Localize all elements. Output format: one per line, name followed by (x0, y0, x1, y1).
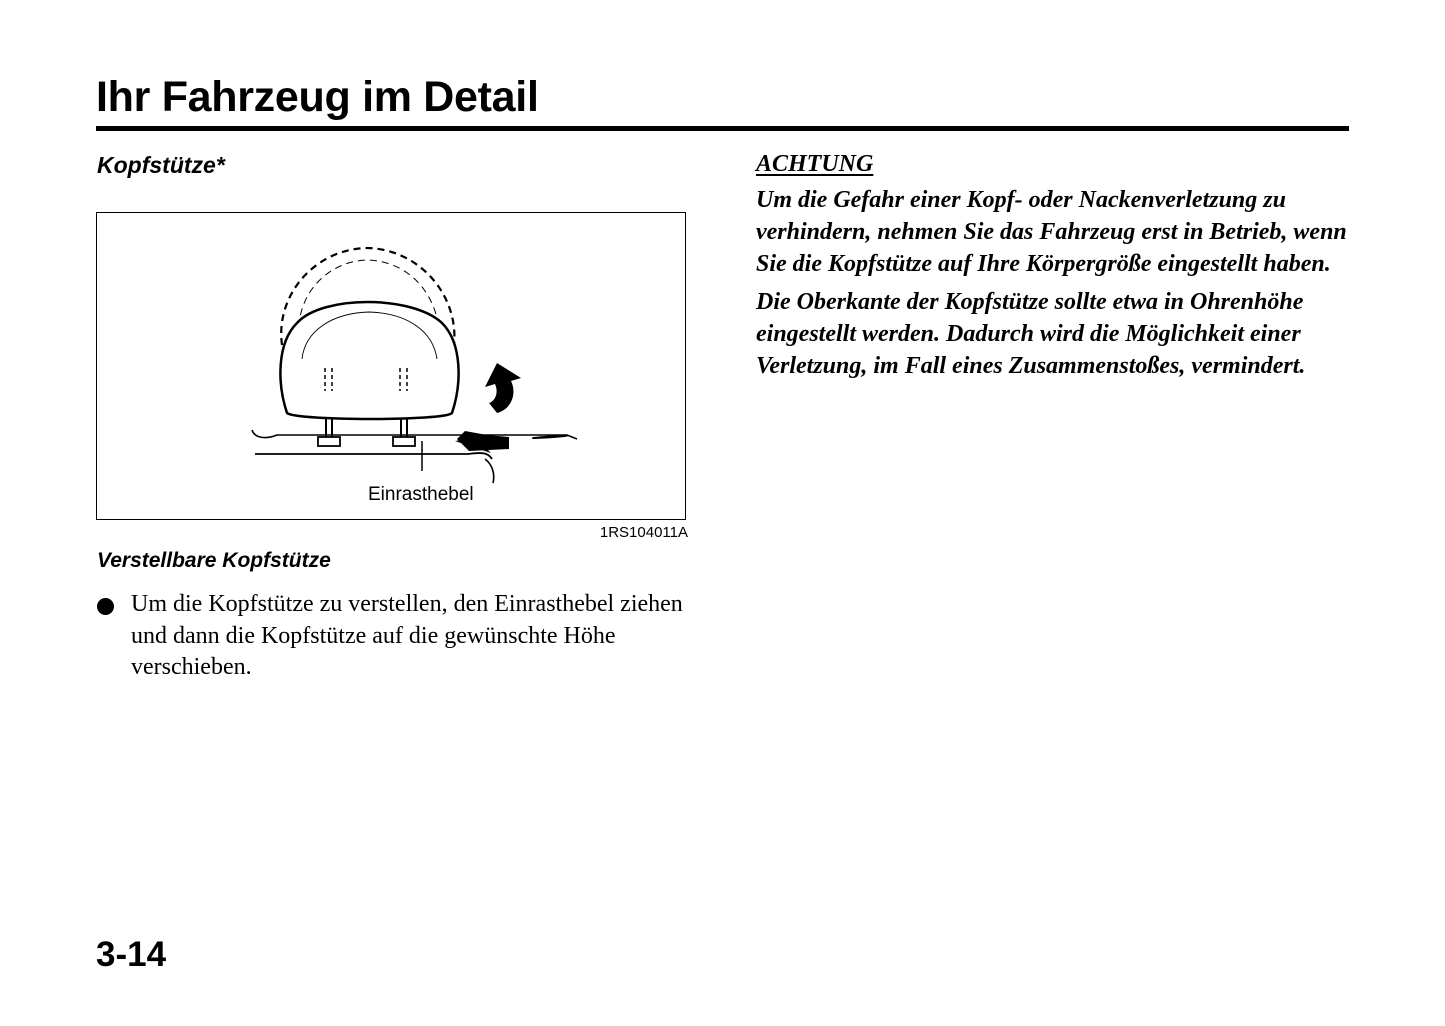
warning-paragraph: Um die Gefahr einer Kopf- oder Nackenverletzung zu verhindern, nehmen Sie das Fahrzeug erst in Betrieb, wenn Sie die Kopfstütze auf Ihre Körpergröße eingestellt haben. (756, 187, 1347, 277)
page-title: Ihr Fahrzeug im Detail (96, 73, 539, 121)
seat-top-edge (255, 453, 492, 459)
left-arrow-body (457, 431, 509, 451)
lever-label: Einrasthebel (368, 484, 474, 505)
headrest-stays (326, 418, 407, 437)
figure-caption: Verstellbare Kopfstütze (97, 549, 331, 572)
headrest-figure (96, 212, 686, 520)
title-rule (96, 126, 1349, 131)
bullet-dot-icon (97, 598, 114, 615)
curved-up-arrow-icon (485, 363, 521, 413)
figure-code: 1RS104011A (599, 524, 688, 541)
seat-side-edge (485, 459, 494, 483)
instruction-text: Um die Kopfstütze zu verstellen, den Einrasthebel ziehen und dann die Kopfstütze auf die gewünschte Höhe verschieben. (131, 591, 683, 680)
page-number: 3-14 (96, 935, 167, 974)
warning-paragraph: Die Oberkante der Kopfstütze sollte etwa in Ohrenhöhe eingestellt werden. Dadurch wird die Möglichkeit einer Verletzung, im Fall eines Zusammenstoßes, vermindert. (756, 289, 1306, 379)
right-stay-guide (393, 437, 415, 446)
headrest-body (280, 302, 458, 419)
left-stay-guide (318, 437, 340, 446)
warning-block (756, 148, 1356, 388)
headrest-illustration (97, 213, 687, 521)
section-heading: Kopfstütze* (97, 152, 225, 178)
warning-heading: ACHTUNG (756, 151, 874, 177)
